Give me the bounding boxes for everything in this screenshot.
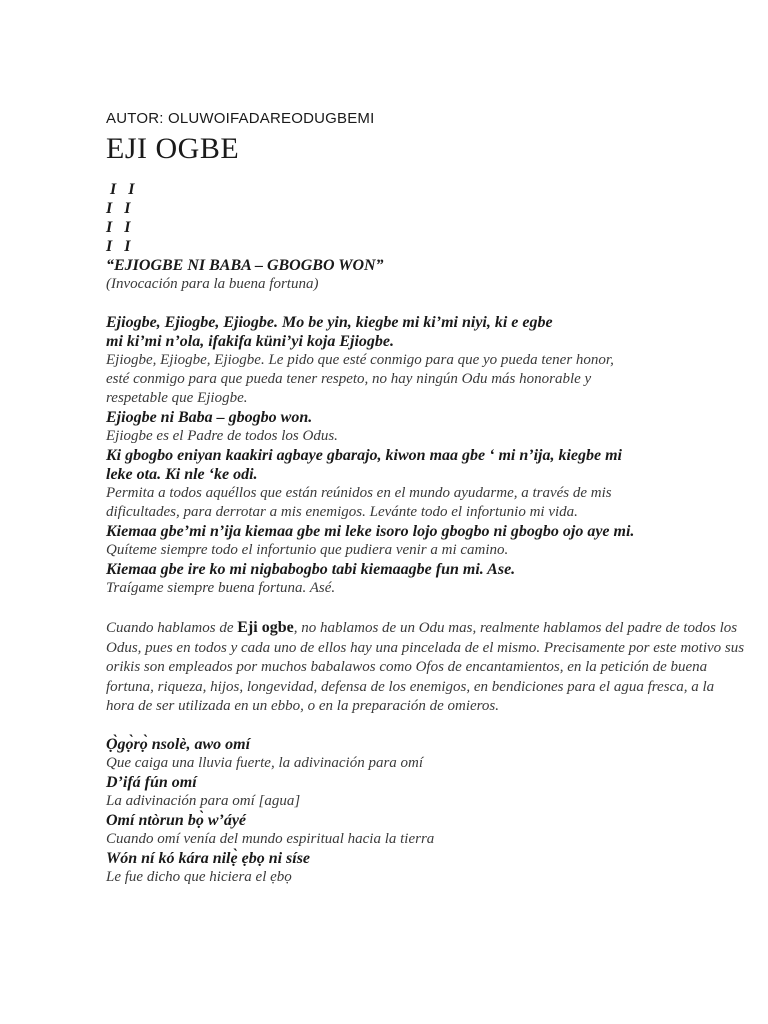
commentary-paragraph (106, 618, 746, 717)
prayer-spanish-line: dificultades, para derrotar a mis enemigos. Levánte todo el infortunio mi vida. (106, 504, 578, 520)
verse-spanish-line: Que caiga una lluvia fuerte, la adivinación para omí (106, 754, 424, 771)
prayer-yoruba-line: Kiemaa gbe’mi n’ija kiemaa gbe mi leke isoro lojo gbogbo ni gbogbo ojo aye mi. (106, 523, 635, 540)
prayer-yoruba-line: Ejiogbe, Ejiogbe, Ejiogbe. Mo be yin, kiegbe mi ki’mi niyi, ki e egbe (106, 314, 553, 331)
verse-yoruba-line: Omí ntòrun bọ̀ w’áyé (106, 811, 247, 829)
prayer-spanish-line: Ejiogbe, Ejiogbe, Ejiogbe. Le pido que esté conmigo para que yo pueda tener honor, (106, 352, 614, 368)
verse-yoruba-line: Ọ̀gọ̀rọ̀ nsolè, awo omí (106, 735, 251, 753)
verse-spanish-line: Le fue dicho que hiciera el ẹbọ (106, 868, 292, 885)
odu-mark-row: I I (106, 181, 135, 198)
verse-yoruba-line: Wón ní kó kára nilẹ̀ ẹbọ ni síse (106, 849, 311, 867)
document-page (106, 110, 746, 887)
prayer-spanish-line: esté conmigo para que pueda tener respeto, no hay ningún Odu más honorable y (106, 371, 592, 387)
prayer-spanish-line: Traígame siempre buena fortuna. Asé. (106, 580, 336, 596)
invocation-subtitle: (Invocación para la buena fortuna) (106, 276, 319, 292)
document-title: EJI OGBE (106, 132, 240, 165)
prayer-spanish-line: Permita a todos aquéllos que están reúnidos en el mundo ayudarme, a través de mis (106, 485, 612, 501)
prayer-block (106, 313, 746, 598)
odu-marks (106, 180, 746, 256)
verse-spanish-line: La adivinación para omí [agua] (106, 792, 301, 809)
verse-yoruba-line: D’ifá fún omí (106, 773, 197, 791)
odu-mark-row: I I (106, 219, 131, 236)
odu-mark-row: I I (106, 200, 131, 217)
prayer-spanish-line: respetable que Ejiogbe. (106, 390, 248, 406)
verses-block (106, 735, 746, 887)
prayer-spanish-line: Quíteme siempre todo el infortunio que pudiera venir a mi camino. (106, 542, 509, 558)
commentary-odu-name: Eji ogbe (237, 619, 294, 636)
author-line: AUTOR: OLUWOIFADAREODUGBEMI (106, 110, 375, 127)
verse-spanish-line: Cuando omí venía del mundo espiritual hacia la tierra (106, 830, 435, 847)
commentary-text-start: Cuando hablamos de (106, 620, 238, 636)
prayer-yoruba-line: leke ota. Ki nle ‘ke odi. (106, 466, 258, 483)
commentary-text-end: , no hablamos de un Odu mas, realmente hablamos del padre de todos los Odus, pues en todos y cada uno de ellos hay una pincelada de el mismo. Precisamente por este motivo sus orikis son empleados por muchos babalawos como Ofos de encantamientos, en la petición de buena fortuna, riqueza, hijos, longevidad, defensa de los enemigos, en bendiciones para el agua fresca, a la hora de ser utilizada en un ebbo, o en la preparación de omieros. (106, 620, 745, 714)
prayer-yoruba-line: mi ki’mi n’ola, ifakifa küni’yi koja Ejiogbe. (106, 333, 394, 350)
invocation-title: “EJIOGBE NI BABA – GBOGBO WON” (106, 257, 384, 274)
prayer-spanish-line: Ejiogbe es el Padre de todos los Odus. (106, 428, 338, 444)
prayer-yoruba-line: Ki gbogbo eniyan kaakiri agbaye gbarajo, kiwon maa gbe ‘ mi n’ija, kiegbe mi (106, 447, 622, 464)
prayer-yoruba-line: Ejiogbe ni Baba – gbogbo won. (106, 409, 313, 426)
prayer-yoruba-line: Kiemaa gbe ire ko mi nigbabogbo tabi kiemaagbe fun mi. Ase. (106, 561, 516, 578)
odu-mark-row: I I (106, 238, 131, 255)
